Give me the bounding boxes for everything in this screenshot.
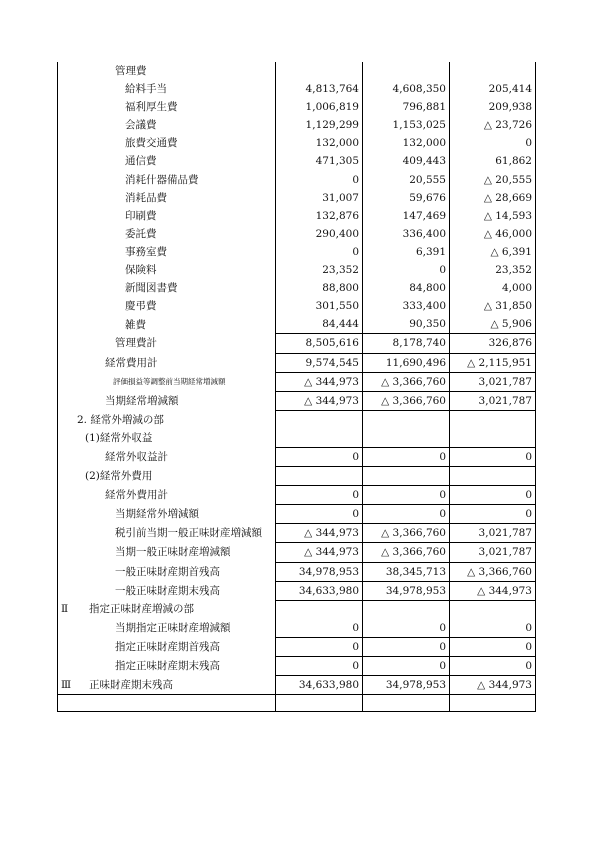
row-label: 管理費 [115,65,147,77]
row-label-cell [58,261,276,279]
row-label: 消耗品費 [125,191,167,204]
row-label-cell [58,543,276,562]
row-label: 正味財産期末残高 [89,678,173,691]
row-label-cell [58,134,276,152]
amount-cell-col3: △ 2,115,951 [450,353,536,372]
amount-cell-col2: 34,978,953 [363,676,450,695]
row-label-cell [58,80,276,98]
table-row [58,80,536,98]
amount-cell-col3: 0 [450,619,536,638]
row-label-cell [58,657,276,676]
row-label: 評価損益等調整前当期経常増減額 [113,376,226,386]
amount-cell-col1: 31,007 [276,189,363,207]
row-label-cell [58,410,276,429]
amount-cell-col2: 132,000 [363,134,450,152]
row-label-cell [58,334,276,353]
amount-cell-col2 [363,467,450,486]
row-label-cell [58,189,276,207]
table-row [58,261,536,279]
amount-cell-col2: 6,391 [363,243,450,261]
section-numeral: Ⅲ [61,678,72,691]
amount-cell-col2: 0 [363,619,450,638]
amount-cell-col2: 0 [363,447,450,466]
amount-cell-col3: △ 20,555 [450,171,536,189]
amount-cell-col3: △ 46,000 [450,225,536,243]
amount-cell-col1: 0 [276,486,363,505]
row-label: 2. 経常外増減の部 [77,413,164,426]
amount-cell-col2: △ 3,366,760 [363,372,450,391]
amount-cell-col3: 61,862 [450,152,536,170]
amount-cell-col1 [276,600,363,619]
amount-cell-col2: 38,345,713 [363,562,450,581]
amount-cell-col3: △ 6,391 [450,243,536,261]
table-row [58,447,536,466]
amount-cell-col1: △ 344,973 [276,524,363,543]
row-label-cell [58,429,276,448]
statement-rows [58,62,536,712]
amount-cell-col3 [450,410,536,429]
row-label: 旅費交通費 [125,137,178,150]
row-label: 福利厚生費 [125,101,178,114]
amount-cell-col1 [276,62,363,80]
amount-cell-col2: 0 [363,261,450,279]
table-row [58,372,536,391]
amount-cell-col3: 4,000 [450,279,536,297]
table-row [58,152,536,170]
row-label-cell [58,243,276,261]
amount-cell-col2: 333,400 [363,297,450,315]
row-label-cell [58,600,276,619]
blank-row [58,695,536,712]
amount-cell-col2: 0 [363,637,450,656]
statement-table [57,62,536,712]
amount-cell-col1: 34,633,980 [276,676,363,695]
row-label: 管理費計 [115,337,157,350]
amount-cell-col1: 4,813,764 [276,80,363,98]
table-row [58,334,536,353]
amount-cell-col1: 9,574,545 [276,353,363,372]
row-label-cell [58,152,276,170]
amount-cell-col3: 0 [450,447,536,466]
amount-cell-col3: △ 28,669 [450,189,536,207]
amount-cell-col3: 0 [450,134,536,152]
row-label-cell [58,391,276,410]
amount-cell-col1: △ 344,973 [276,372,363,391]
amount-cell-col1: 471,305 [276,152,363,170]
table-row [58,637,536,656]
amount-cell-col1: 132,000 [276,134,363,152]
amount-cell-col2: 59,676 [363,189,450,207]
amount-cell-col3: △ 3,366,760 [450,562,536,581]
table-row [58,189,536,207]
row-label-cell [58,486,276,505]
table-row [58,410,536,429]
amount-cell-col3: 0 [450,657,536,676]
table-row [58,505,536,524]
row-label-cell [58,676,276,695]
table-row [58,676,536,695]
table-row [58,116,536,134]
row-label: 通信費 [125,155,157,168]
amount-cell-col2: 20,555 [363,171,450,189]
row-label: 経常外収益計 [105,450,168,463]
row-label: (2)経常外費用 [85,470,153,483]
amount-cell-col1: 0 [276,619,363,638]
row-label: 経常外費用計 [105,489,168,502]
table-row [58,486,536,505]
amount-cell-col1: 1,006,819 [276,98,363,116]
table-row [58,297,536,315]
amount-cell-col1: 34,633,980 [276,581,363,600]
row-label-cell [58,98,276,116]
row-label-cell [58,225,276,243]
amount-cell-col1: △ 344,973 [276,391,363,410]
row-label: 雑費 [125,318,146,331]
amount-cell-col2 [363,410,450,429]
row-label-cell [58,637,276,656]
amount-cell-col1: 0 [276,447,363,466]
amount-cell-col3: △ 23,726 [450,116,536,134]
amount-cell-col2: △ 3,366,760 [363,391,450,410]
amount-cell-col3 [450,600,536,619]
row-label: 当期指定正味財産増減額 [115,622,231,635]
amount-cell-col3: 0 [450,505,536,524]
row-label-cell [58,447,276,466]
row-label-cell [58,315,276,334]
table-row [58,562,536,581]
amount-cell-col2: 84,800 [363,279,450,297]
row-label-cell [58,297,276,315]
amount-cell-col3: △ 31,850 [450,297,536,315]
table-row [58,279,536,297]
amount-cell-col2: 796,881 [363,98,450,116]
row-label-cell [58,116,276,134]
amount-cell-col3: 0 [450,637,536,656]
amount-cell-col3: 3,021,787 [450,372,536,391]
amount-cell-col2 [363,600,450,619]
amount-cell-col3: 0 [450,486,536,505]
amount-cell-col2: 8,178,740 [363,334,450,353]
amount-cell-col1: 34,978,953 [276,562,363,581]
row-label-cell [58,171,276,189]
table-row [58,429,536,448]
row-label: 慶弔費 [125,300,157,313]
amount-cell-col1: 0 [276,505,363,524]
row-label: 税引前当期一般正味財産増減額 [115,527,262,540]
table-row [58,207,536,225]
amount-cell-col2: 409,443 [363,152,450,170]
row-label: 給料手当 [125,83,167,96]
table-row [58,98,536,116]
amount-cell-col2 [363,429,450,448]
amount-cell-col3: 3,021,787 [450,543,536,562]
amount-cell-col2: 34,978,953 [363,581,450,600]
amount-cell-col3 [450,62,536,80]
row-label: 一般正味財産期首残高 [115,565,220,578]
row-label: 会議費 [125,119,157,132]
row-label-cell [58,581,276,600]
amount-cell-col1: 84,444 [276,315,363,334]
row-label: 指定正味財産期首残高 [115,640,220,653]
amount-cell-col3: △ 344,973 [450,581,536,600]
amount-cell-col3: 205,414 [450,80,536,98]
amount-cell-col3: 326,876 [450,334,536,353]
table-row [58,134,536,152]
amount-cell-col1: 0 [276,637,363,656]
table-row [58,657,536,676]
row-label-cell [58,62,276,80]
amount-cell-col2: 147,469 [363,207,450,225]
amount-cell-col1: 88,800 [276,279,363,297]
table-row [58,543,536,562]
row-label: 印刷費 [125,209,157,222]
row-label: 保険料 [125,264,157,277]
amount-cell-col1: △ 344,973 [276,543,363,562]
section-numeral: Ⅱ [61,603,69,616]
row-label: 当期経常増減額 [105,394,179,407]
table-row [58,315,536,334]
blank-cell [450,695,536,712]
amount-cell-col3 [450,467,536,486]
table-row [58,171,536,189]
row-label: (1)経常外収益 [85,432,153,445]
amount-cell-col3: △ 14,593 [450,207,536,225]
blank-cell [276,695,363,712]
amount-cell-col1: 0 [276,171,363,189]
amount-cell-col2: 336,400 [363,225,450,243]
amount-cell-col2 [363,62,450,80]
amount-cell-col1 [276,429,363,448]
table-row [58,62,536,80]
amount-cell-col2: 0 [363,486,450,505]
amount-cell-col2: 90,350 [363,315,450,334]
table-row [58,467,536,486]
table-row [58,225,536,243]
amount-cell-col1: 290,400 [276,225,363,243]
row-label-cell [58,467,276,486]
amount-cell-col1: 23,352 [276,261,363,279]
row-label: 消耗什器備品費 [125,173,199,186]
row-label-cell [58,505,276,524]
row-label: 事務室費 [125,245,167,258]
amount-cell-col3: △ 5,906 [450,315,536,334]
amount-cell-col1: 1,129,299 [276,116,363,134]
financial-statement-sheet [57,62,535,712]
blank-cell [363,695,450,712]
amount-cell-col3 [450,429,536,448]
blank-cell [58,695,276,712]
row-label-cell [58,524,276,543]
amount-cell-col3: △ 344,973 [450,676,536,695]
amount-cell-col2: △ 3,366,760 [363,524,450,543]
row-label: 指定正味財産増減の部 [89,603,194,616]
amount-cell-col1 [276,467,363,486]
amount-cell-col2: 1,153,025 [363,116,450,134]
row-label: 指定正味財産期末残高 [115,660,220,672]
amount-cell-col2: △ 3,366,760 [363,543,450,562]
table-row [58,353,536,372]
table-row [58,619,536,638]
amount-cell-col2: 0 [363,657,450,676]
amount-cell-col1 [276,410,363,429]
row-label: 一般正味財産期末残高 [115,584,220,597]
amount-cell-col2: 11,690,496 [363,353,450,372]
amount-cell-col3: 3,021,787 [450,524,536,543]
amount-cell-col3: 3,021,787 [450,391,536,410]
row-label-cell [58,207,276,225]
amount-cell-col1: 0 [276,657,363,676]
row-label-cell [58,562,276,581]
row-label: 委託費 [125,227,157,240]
row-label: 経常費用計 [105,356,158,369]
row-label: 新聞図書費 [125,282,178,295]
row-label: 当期一般正味財産増減額 [115,546,231,559]
amount-cell-col2: 4,608,350 [363,80,450,98]
amount-cell-col3: 23,352 [450,261,536,279]
amount-cell-col2: 0 [363,505,450,524]
table-row [58,243,536,261]
row-label-cell [58,619,276,638]
row-label: 当期経常外増減額 [115,508,199,521]
table-row [58,524,536,543]
amount-cell-col1: 301,550 [276,297,363,315]
table-row [58,581,536,600]
amount-cell-col1: 8,505,616 [276,334,363,353]
amount-cell-col1: 132,876 [276,207,363,225]
table-row [58,391,536,410]
row-label-cell [58,372,276,391]
row-label-cell [58,279,276,297]
amount-cell-col1: 0 [276,243,363,261]
row-label-cell [58,353,276,372]
table-row [58,600,536,619]
amount-cell-col3: 209,938 [450,98,536,116]
